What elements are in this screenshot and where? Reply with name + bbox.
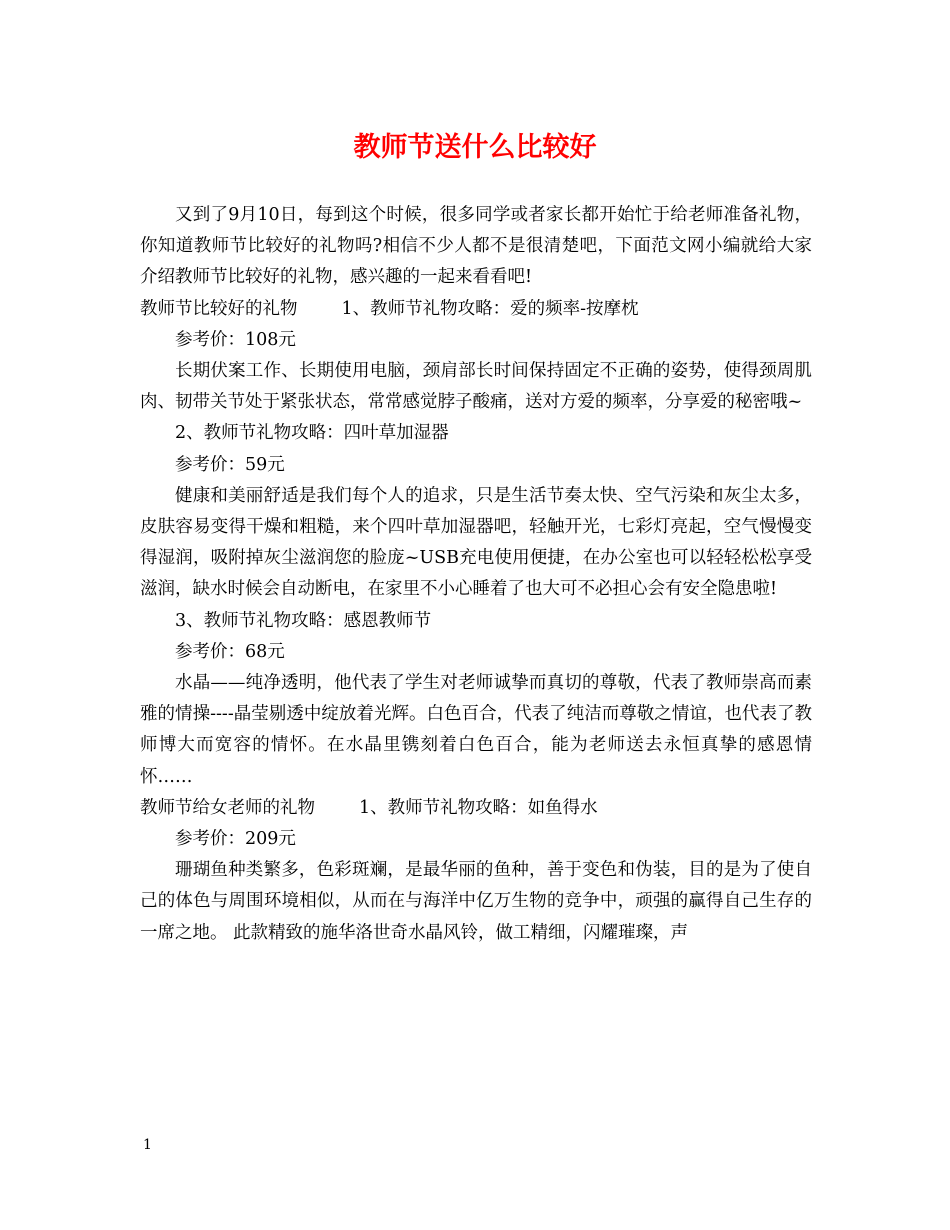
item-1-1-price: 参考价：108元 (175, 329, 296, 350)
document-body (140, 200, 812, 949)
item-1-1-description: 长期伏案工作、长期使用电脑，颈肩部长时间保持固定不正确的姿势，使得颈周肌肉、韧带关节处于紧张状态，常常感觉脖子酸痛，送对方爱的频率，分享爱的秘密哦~ (140, 361, 812, 413)
item-1-2-price: 参考价：59元 (175, 454, 285, 475)
document-title: 教师节送什么比较好 (353, 132, 597, 163)
page-number: 1 (143, 1137, 152, 1153)
item-2-1-price: 参考价：209元 (175, 829, 296, 850)
section-1-heading: 教师节比较好的礼物 (140, 298, 298, 319)
section-2-heading: 教师节给女老师的礼物 (140, 797, 315, 818)
section-1-line (140, 294, 812, 325)
item-1-3-price: 参考价：68元 (175, 641, 285, 662)
item-1-2-title: 2、教师节礼物攻略：四叶草加湿器 (175, 423, 449, 444)
item-1-3-description: 水晶——纯净透明，他代表了学生对老师诚挚而真切的尊敬，代表了教师崇高而素雅的情操----晶莹剔透中绽放着光辉。白色百合，代表了纯洁而尊敬之情谊，也代表了教师博大而宽容的情怀。在水晶里镌刻着白色百合，能为老师送去永恒真挚的感恩情怀…… (140, 673, 812, 787)
item-2-1-description: 珊瑚鱼种类繁多，色彩斑斓，是最华丽的鱼种，善于变色和伪装，目的是为了使自己的体色与周围环境相似，从而在与海洋中亿万生物的竞争中，顽强的赢得自己生存的一席之地。 此款精致的施华洛世奇水晶风铃，做工精细，闪耀璀璨，声 (140, 860, 812, 943)
item-1-3-title: 3、教师节礼物攻略：感恩教师节 (175, 610, 432, 631)
intro-paragraph: 又到了9月10日，每到这个时候，很多同学或者家长都开始忙于给老师准备礼物，你知道教师节比较好的礼物吗?相信不少人都不是很清楚吧，下面范文网小编就给大家介绍教师节比较好的礼物，感兴趣的一起来看看吧! (140, 205, 812, 288)
item-1-2-description: 健康和美丽舒适是我们每个人的追求，只是生活节奏太快、空气污染和灰尘太多，皮肤容易变得干燥和粗糙，来个四叶草加湿器吧，轻触开光，七彩灯亮起，空气慢慢变得湿润，吸附掉灰尘滋润您的脸庞~USB充电使用便捷，在办公室也可以轻轻松松享受滋润，缺水时候会自动断电，在家里不小心睡着了也大可不必担心会有安全隐患啦! (140, 485, 812, 600)
item-1-1-title: 1、教师节礼物攻略：爱的频率-按摩枕 (341, 298, 639, 319)
item-2-1-title: 1、教师节礼物攻略：如鱼得水 (359, 797, 598, 818)
section-2-line (140, 793, 812, 824)
